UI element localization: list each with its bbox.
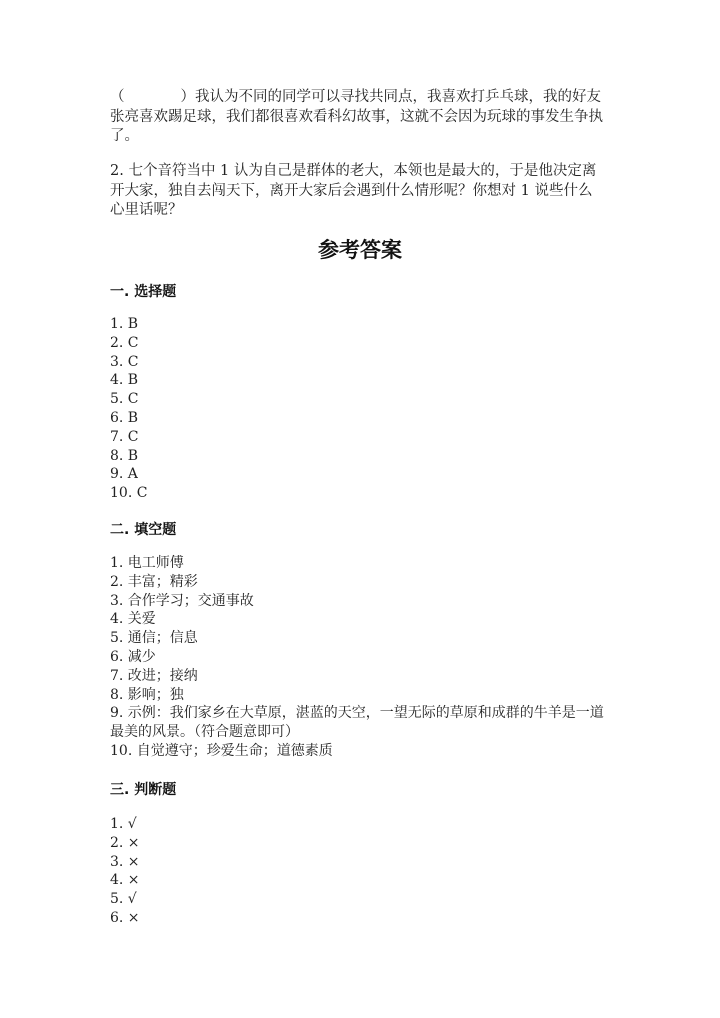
list-item: 3. 合作学习；交通事故 bbox=[110, 592, 254, 609]
answer-blank-open: （ bbox=[110, 89, 125, 105]
list-item: 7. C bbox=[110, 428, 139, 445]
section-heading-fill: 二. 填空题 bbox=[110, 522, 177, 538]
list-item: 2. C bbox=[110, 334, 139, 351]
list-item: 9. A bbox=[110, 466, 138, 483]
judge-answers bbox=[110, 815, 606, 928]
list-item: 8. 影响；独 bbox=[110, 686, 184, 703]
section-heading-choice: 一. 选择题 bbox=[110, 284, 177, 300]
fill-answers bbox=[110, 554, 606, 761]
choice-answers bbox=[110, 315, 606, 503]
question-2: 2. 七个音符当中 1 认为自己是群体的老大，本领也是最大的，于是他决定离开大家，独自去闯天下，离开大家后会遇到什么情形呢？你想对 1 说些什么心里话呢？ bbox=[110, 163, 597, 218]
answer-blank-close: ） bbox=[180, 89, 195, 105]
question-paragraph bbox=[110, 88, 606, 147]
list-item: 10. C bbox=[110, 485, 148, 502]
list-item: 4. 关爱 bbox=[110, 611, 156, 628]
list-item: 1. √ bbox=[110, 816, 137, 832]
list-item: 6. × bbox=[110, 909, 140, 926]
list-item: 8. B bbox=[110, 447, 139, 464]
list-item: 1. 电工师傅 bbox=[110, 555, 184, 571]
list-item: 6. 减少 bbox=[110, 648, 156, 665]
list-item: 7. 改进；接纳 bbox=[110, 667, 198, 684]
list-item: 5. √ bbox=[110, 891, 137, 908]
page-title: 参考答案 bbox=[318, 238, 402, 262]
list-item: 4. B bbox=[110, 372, 139, 389]
list-item: 2. × bbox=[110, 834, 140, 851]
list-item: 5. C bbox=[110, 391, 139, 408]
list-item: 4. × bbox=[110, 872, 140, 889]
section-heading-judge: 三. 判断题 bbox=[110, 782, 177, 798]
list-item: 6. B bbox=[110, 409, 139, 426]
list-item: 9. 示例：我们家乡在大草原，湛蓝的天空，一望无际的草原和成群的牛羊是一道最美的风景。（符合题意即可） bbox=[110, 705, 604, 741]
list-item: 3. × bbox=[110, 853, 140, 870]
list-item: 5. 通信；信息 bbox=[110, 630, 198, 647]
list-item: 1. B bbox=[110, 316, 139, 332]
list-item: 10. 自觉遵守；珍爱生命；道德素质 bbox=[110, 742, 333, 759]
list-item: 2. 丰富；精彩 bbox=[110, 573, 198, 590]
list-item: 3. C bbox=[110, 353, 139, 370]
question-text: 我认为不同的同学可以寻找共同点，我喜欢打乒乓球，我的好友张亮喜欢踢足球，我们都很喜欢看科幻故事，这就不会因为玩球的事发生争执了。 bbox=[110, 89, 603, 144]
